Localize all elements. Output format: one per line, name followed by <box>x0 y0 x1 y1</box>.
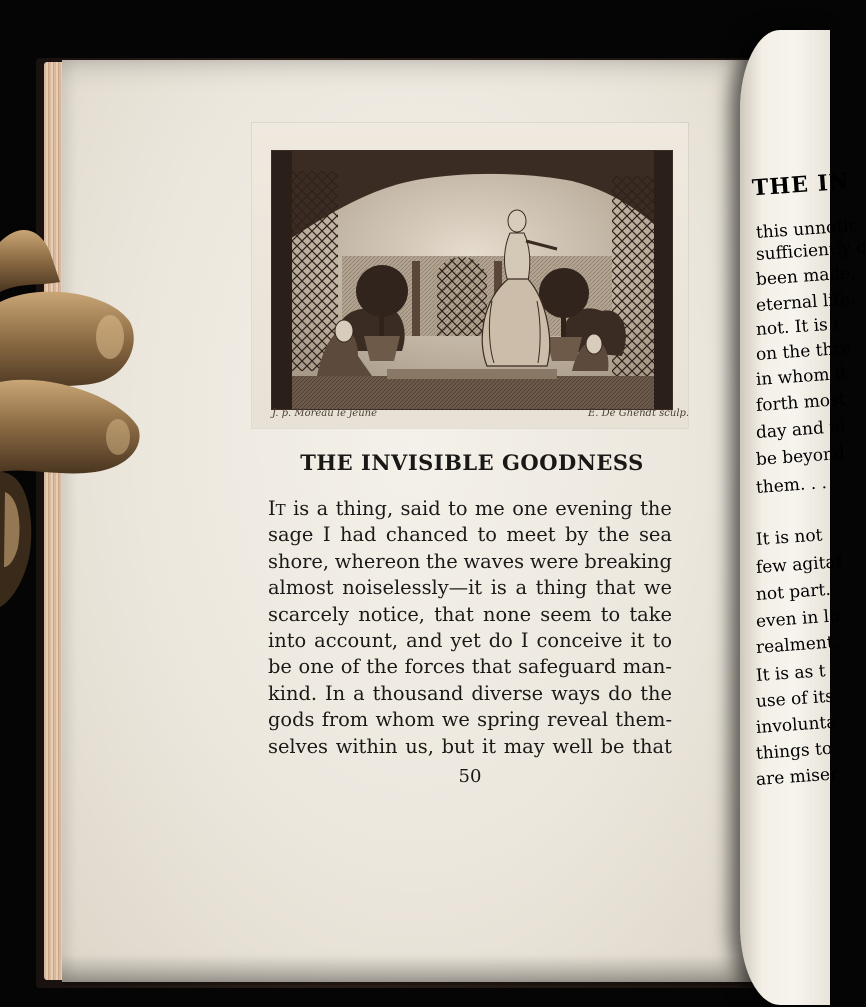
body-text <box>268 496 672 760</box>
word: the <box>640 681 672 705</box>
engraving-illustration <box>271 150 673 410</box>
word: the <box>597 523 630 547</box>
right-page-line: this unnotic <box>755 215 859 243</box>
right-page-line: sufficiently c <box>755 237 866 265</box>
word: take <box>629 602 672 626</box>
right-page-line: not. It is t <box>755 314 841 340</box>
word: to <box>477 523 497 547</box>
text-line <box>268 496 672 522</box>
word: a <box>353 681 365 705</box>
right-page-line: involunta <box>755 712 838 738</box>
word: safeguard <box>517 655 617 679</box>
word: but <box>441 734 475 758</box>
text-line <box>268 654 672 680</box>
right-page-line: use of its <box>755 686 835 712</box>
right-page-line: forth most <box>755 389 847 416</box>
text-line <box>268 549 672 575</box>
word: evening <box>555 497 633 520</box>
word: yet <box>450 628 481 652</box>
right-page-line: day and ni <box>755 416 847 443</box>
page-shadow <box>62 955 766 985</box>
word: is <box>490 576 507 600</box>
word: man- <box>622 655 672 679</box>
word: scarcely <box>268 602 350 626</box>
right-page-line: even in lo <box>755 606 841 632</box>
word: noiselessly—it <box>342 576 483 600</box>
word: whereon <box>334 549 421 573</box>
right-page-line: It is as t <box>755 661 827 686</box>
word: meet <box>506 523 556 547</box>
word: and <box>406 628 443 652</box>
text-line <box>268 575 672 601</box>
word: that <box>632 734 672 758</box>
word: be <box>268 655 292 679</box>
word: from <box>321 708 369 732</box>
word: reveal <box>547 708 609 732</box>
word: that <box>434 602 474 626</box>
word: the <box>366 655 399 679</box>
text-line <box>268 681 672 707</box>
word: account, <box>314 628 399 652</box>
word: do <box>608 681 633 705</box>
right-page-line: been made, <box>755 263 857 290</box>
word: a <box>515 576 528 600</box>
word: within <box>335 734 398 758</box>
word: one <box>298 655 335 679</box>
right-page <box>740 30 866 1005</box>
word: In <box>324 681 346 705</box>
word: we <box>643 576 672 600</box>
word: into <box>268 628 307 652</box>
right-page-line: them. . . . <box>755 472 839 498</box>
word: one <box>512 497 548 520</box>
word: me <box>474 497 505 520</box>
chapter-title: THE INVISIBLE GOODNESS <box>300 450 644 475</box>
word: none <box>482 602 532 626</box>
right-page-line: on the thre <box>755 338 853 365</box>
word: that <box>595 576 636 600</box>
word: us, <box>405 734 434 758</box>
right-page-line: not part. <box>755 579 832 605</box>
text-line <box>268 707 672 733</box>
word: of <box>340 655 360 679</box>
word: said <box>400 497 441 520</box>
book-holder <box>0 222 150 622</box>
page-number: 50 <box>458 766 482 787</box>
word: well <box>552 734 593 758</box>
word: them- <box>615 708 672 732</box>
word: ways <box>551 681 601 705</box>
right-page-line: realment, <box>755 632 840 658</box>
word: whom <box>375 708 435 732</box>
text-line <box>268 628 672 654</box>
word: gods <box>268 708 315 732</box>
word: IT <box>268 497 286 520</box>
right-page-line: are miser <box>755 764 839 790</box>
word: I <box>520 628 529 652</box>
text-line <box>268 734 672 760</box>
right-page-line: It is not <box>755 525 824 550</box>
word: sea <box>638 523 672 547</box>
word: thing, <box>335 497 394 520</box>
word: we <box>441 708 470 732</box>
word: is <box>293 497 310 520</box>
right-page-line: things to <box>755 738 833 764</box>
word: conceive <box>536 628 623 652</box>
word: be <box>600 734 625 758</box>
word: chanced <box>385 523 469 547</box>
word: to <box>652 628 672 652</box>
right-page-line: be beyond <box>755 443 846 470</box>
word: forces <box>404 655 466 679</box>
plate-caption-artist: J. p. Moreau le jeune <box>272 408 377 419</box>
word: it <box>630 628 645 652</box>
word: notice, <box>358 602 425 626</box>
word: may <box>503 734 545 758</box>
text-line <box>268 522 672 548</box>
word: the <box>426 549 458 573</box>
right-page-line: eternal life. <box>755 289 857 316</box>
word: had <box>339 523 377 547</box>
word: thousand <box>372 681 464 705</box>
word: spring <box>477 708 540 732</box>
word: sage <box>268 523 314 547</box>
right-page-line: in whom it <box>755 363 848 390</box>
word: thing <box>535 576 588 600</box>
word: it <box>482 734 497 758</box>
word: breaking <box>584 549 672 573</box>
right-page-line: few agitat <box>755 551 844 578</box>
word: that <box>471 655 512 679</box>
plate-caption-engraver: E. De Ghendt sculp. <box>588 408 690 419</box>
word: almost <box>268 576 334 600</box>
word: to <box>600 602 621 626</box>
word: were <box>529 549 579 573</box>
word: by <box>564 523 589 547</box>
right-page-heading: THE IN <box>751 168 851 202</box>
word: diverse <box>471 681 544 705</box>
word: waves <box>463 549 525 573</box>
word: the <box>640 497 672 520</box>
word: selves <box>268 734 329 758</box>
word: do <box>488 628 513 652</box>
text-line <box>268 602 672 628</box>
word: kind. <box>268 681 318 705</box>
word: to <box>448 497 468 520</box>
word: seem <box>540 602 592 626</box>
word: a <box>316 497 329 520</box>
word: I <box>322 523 331 547</box>
word: shore, <box>268 549 330 573</box>
